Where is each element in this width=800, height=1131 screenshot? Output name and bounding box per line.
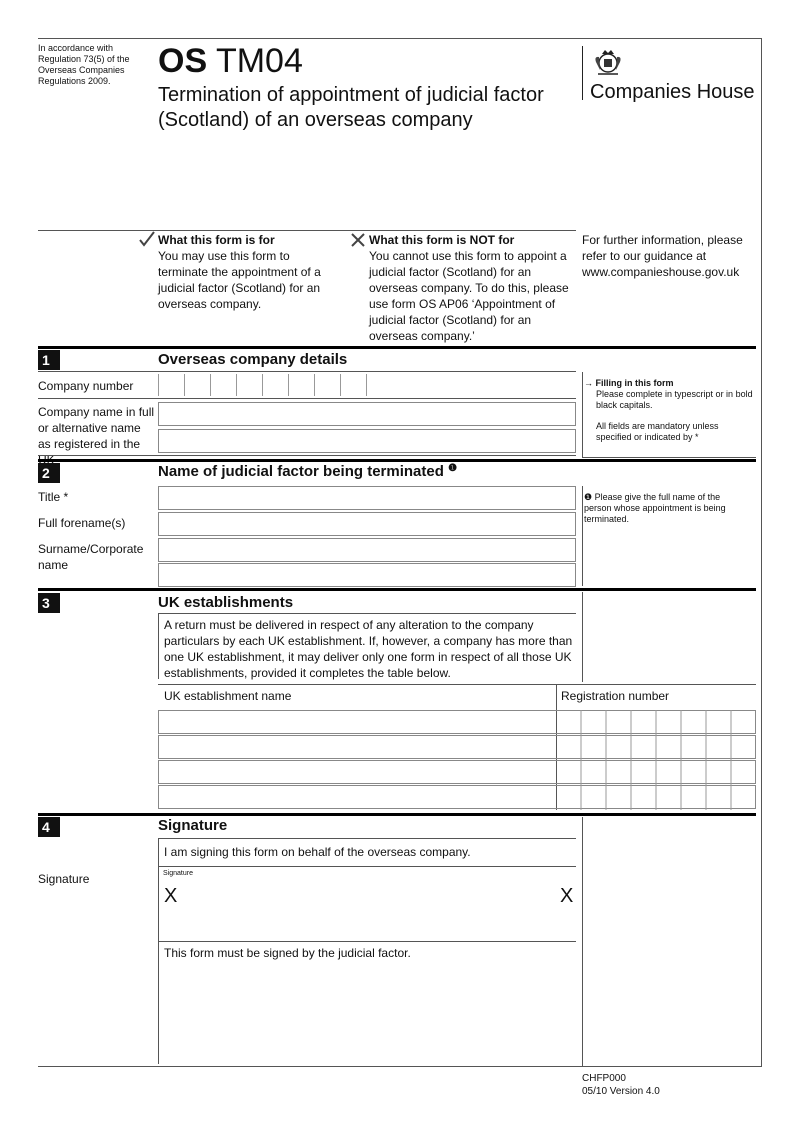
form-title-line2: (Scotland) of an overseas company [158,109,473,131]
what-for-text: You may use this form to terminate the appointment of a judicial factor (Scotland) for an overseas company. [158,249,321,311]
what-not-for-title: What this form is NOT for [369,233,515,247]
section2-rule [38,459,756,462]
what-for-title: What this form is for [158,233,275,247]
surname-field-1[interactable] [158,538,576,562]
sign-here-right-icon: X [560,885,574,907]
title-label: Title * [38,490,69,504]
section1-number: 1 [38,350,60,370]
arrow-right-icon: → [584,378,596,388]
form-code-prefix: OS [158,42,208,80]
section3-body: A return must be delivered in respect of any alteration to the company particulars by each UK establishment. If, however, a company has more than one UK establishment, it may deliver only one form in respect of all those UK establishments, provided it completes the table below. [164,618,573,680]
what-for [158,232,338,312]
form-code-number: TM04 [215,42,303,80]
signature-label: Signature [38,872,90,886]
help-filling-text1: Please complete in typescript or in bold black capitals. [596,389,753,410]
form-title-line1: Termination of appointment of judicial factor [158,84,544,106]
info-icon: ❶ [584,492,593,502]
logo-divider [582,46,583,100]
company-number-field[interactable] [158,374,367,396]
section1-title-line [38,371,576,372]
registration-number-grid [556,710,756,810]
cross-icon [350,232,366,248]
brand-name: Companies House [590,81,755,103]
title-field[interactable] [158,486,576,510]
company-name-field-2[interactable] [158,429,576,453]
col-establishment-name: UK establishment name [164,689,292,703]
company-number-label: Company number [38,379,134,393]
form-title [158,83,544,133]
section4-number: 4 [38,817,60,837]
form-code [158,40,303,82]
help-name-text: Please give the full name of the person whose appointment is being terminated. [584,492,726,524]
help-filling-title: Filling in this form [595,378,674,388]
right-border [761,38,762,1066]
surname-label: Surname/Corporate name [38,542,144,572]
info-icon: ❶ [448,463,458,474]
help-filling-text2: All fields are mandatory unless specified or indicated by * [596,421,719,442]
footer-code: CHFP000 [582,1073,626,1084]
what-not-for [369,232,569,344]
company-name-field-1[interactable] [158,402,576,426]
footer [582,1072,660,1098]
help-filling [584,378,756,443]
what-not-for-text: You cannot use this form to appoint a judicial factor (Scotland) for an overseas company. To do this, please use form OS AP06 ‘Appointment of judicial factor (Scotland) for an overseas company.’ [369,249,569,343]
section4-rule [38,813,756,816]
section2-title [158,463,457,480]
section2-number: 2 [38,463,60,483]
forenames-label: Full forename(s) [38,516,126,530]
royal-crest-icon [592,48,624,78]
company-name-label: Company name in full or alternative name as registered in the [38,405,155,451]
signature-note: This form must be signed by the judicial factor. [164,946,411,960]
top-border [38,38,762,39]
further-info: For further information, please refer to our guidance at www.companieshouse.gov.uk [582,233,743,279]
signature-box-label: Signature [163,870,193,877]
section1-title: Overseas company details [158,351,348,368]
section3-number: 3 [38,593,60,613]
surname-field-2[interactable] [158,563,576,587]
signing-statement: I am signing this form on behalf of the overseas company. [164,845,471,859]
section2-title-text: Name of judicial factor being terminated [158,463,444,480]
help-name [584,492,749,525]
tick-icon [138,230,156,248]
col-registration-number: Registration number [561,689,670,703]
section1-rule [38,346,756,349]
bottom-border [38,1066,762,1067]
section3-title: UK establishments [158,594,294,611]
sign-here-left-icon: X [164,885,178,907]
intro-top-line [38,230,576,231]
section3-rule [38,588,756,591]
footer-version: 05/10 Version 4.0 [582,1086,660,1097]
regulation-note: In accordance with Regulation 73(5) of the Overseas Companies Regulations 2009. [38,43,130,86]
forenames-field[interactable] [158,512,576,536]
signature-field[interactable] [158,867,576,941]
section4-title: Signature [158,817,228,834]
